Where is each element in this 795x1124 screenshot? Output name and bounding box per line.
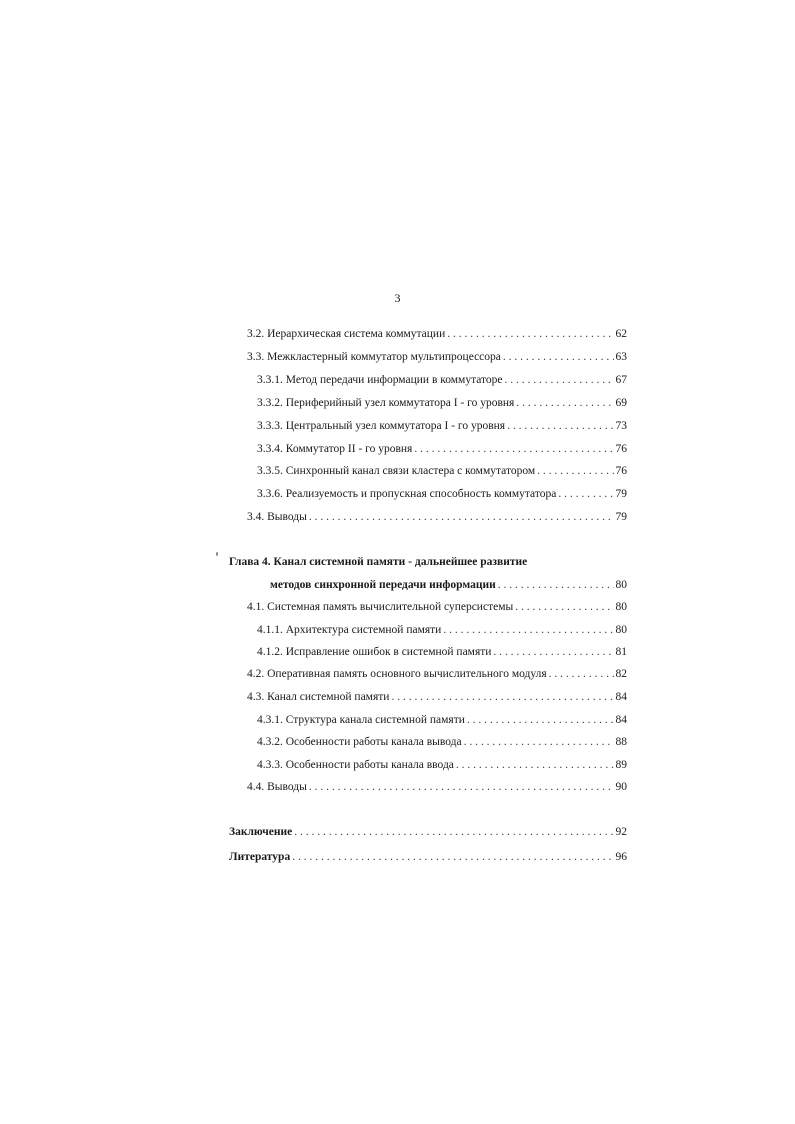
toc-entry-label: 3.3.5. Синхронный канал связи кластера с коммутатором [257, 465, 536, 477]
toc-leader-dots [464, 733, 614, 751]
toc-entry-label: 4.2. Оперативная память основного вычислительного модуля [247, 668, 547, 680]
chapter-heading: Глава 4. Канал системной памяти - дальнейшее развитие [229, 556, 528, 568]
toc-entry-label: 4.3.2. Особенности работы канала вывода [257, 736, 462, 748]
toc-entry [247, 778, 627, 796]
toc-entry-label: 3.3.3. Центральный узел коммутатора I - го уровня [257, 420, 506, 432]
toc-entry-page: 69 [615, 397, 627, 409]
toc-entry-label: 4.1.1. Архитектура системной памяти [257, 624, 442, 636]
toc-entry-label: Литература [229, 851, 291, 863]
toc-entry-page: 67 [615, 374, 627, 386]
toc-leader-dots [537, 462, 613, 480]
toc-leader-dots [515, 598, 613, 616]
toc-entry-page: 89 [615, 759, 627, 771]
toc-entry-page: 84 [615, 691, 627, 703]
toc-entry-page: 80 [615, 601, 627, 613]
toc-leader-dots [503, 348, 614, 366]
toc-leader-dots [443, 621, 613, 639]
toc-entry [247, 508, 627, 526]
toc-entry [257, 440, 627, 458]
toc-entry [229, 848, 627, 866]
toc-entry-page: 96 [615, 851, 627, 863]
toc-entry [257, 711, 627, 729]
toc-entry [247, 665, 627, 683]
toc-entry [247, 688, 627, 706]
toc-entry [257, 756, 627, 774]
toc-entry-label: Заключение [229, 826, 293, 838]
toc-leader-dots [498, 576, 614, 594]
toc-leader-dots [456, 756, 614, 774]
toc-entry-label: 4.1. Системная память вычислительной суперсистемы [247, 601, 514, 613]
toc-entry [257, 485, 627, 503]
toc-entry-label: 4.3.1. Структура канала системной памяти [257, 714, 465, 726]
toc-entry [247, 325, 627, 343]
toc-entry-page: 76 [615, 465, 627, 477]
toc-entry [257, 621, 627, 639]
toc-entry [257, 462, 627, 480]
toc-entry-page: 80 [615, 579, 627, 591]
toc-entry [270, 576, 627, 594]
toc-entry-label: 4.3.3. Особенности работы канала ввода [257, 759, 454, 771]
toc-entry [257, 417, 627, 435]
toc-entry-page: 76 [615, 443, 627, 455]
toc-entry-label: 3.3.1. Метод передачи информации в коммутаторе [257, 374, 503, 386]
toc-entry-label: 3.3.6. Реализуемость и пропускная способность коммутатора [257, 488, 557, 500]
toc-entry-label: 3.3.4. Коммутатор II - го уровня [257, 443, 413, 455]
toc-leader-dots [558, 485, 613, 503]
page-number: 3 [394, 291, 401, 305]
toc-entry-page: 88 [615, 736, 627, 748]
toc-leader-dots [294, 823, 613, 841]
scan-speck [216, 552, 218, 556]
toc-entry-page: 82 [615, 668, 627, 680]
toc-entry [247, 348, 627, 366]
toc-entry-label: 3.2. Иерархическая система коммутации [247, 328, 446, 340]
toc-entry-label: 4.3. Канал системной памяти [247, 691, 390, 703]
toc-leader-dots [447, 325, 613, 343]
toc-leader-dots [549, 665, 614, 683]
toc-leader-dots [467, 711, 614, 729]
toc-entry [229, 823, 627, 841]
toc-entry-label: 4.1.2. Исправление ошибок в системной памяти [257, 646, 492, 658]
toc-entry-page: 90 [615, 781, 627, 793]
toc-leader-dots [507, 417, 613, 435]
toc-entry-page: 62 [615, 328, 627, 340]
toc-entry [257, 371, 627, 389]
toc-entry-page: 92 [615, 826, 627, 838]
toc-entry-page: 79 [615, 511, 627, 523]
toc-entry [257, 394, 627, 412]
toc-leader-dots [292, 848, 613, 866]
toc-entry-page: 81 [615, 646, 627, 658]
toc-entry-label: 3.3.2. Периферийный узел коммутатора I - го уровня [257, 397, 515, 409]
toc-entry-page: 80 [615, 624, 627, 636]
toc-entry [257, 733, 627, 751]
toc-entry-label: методов синхронной передачи информации [270, 579, 496, 591]
toc-entry-page: 84 [615, 714, 627, 726]
toc-entry [257, 643, 627, 661]
toc-entry [247, 598, 627, 616]
toc-leader-dots [414, 440, 613, 458]
toc-entry-page: 63 [615, 351, 627, 363]
toc-leader-dots [391, 688, 613, 706]
toc-entry-label: 4.4. Выводы [247, 781, 307, 793]
toc-leader-dots [309, 508, 614, 526]
toc-leader-dots [309, 778, 614, 796]
toc-leader-dots [516, 394, 613, 412]
toc-entry-page: 79 [615, 488, 627, 500]
toc-entry-page: 73 [615, 420, 627, 432]
toc-leader-dots [505, 371, 614, 389]
toc-entry-label: 3.4. Выводы [247, 511, 307, 523]
toc-leader-dots [493, 643, 613, 661]
toc-entry-label: 3.3. Межкластерный коммутатор мультипроцессора [247, 351, 501, 363]
